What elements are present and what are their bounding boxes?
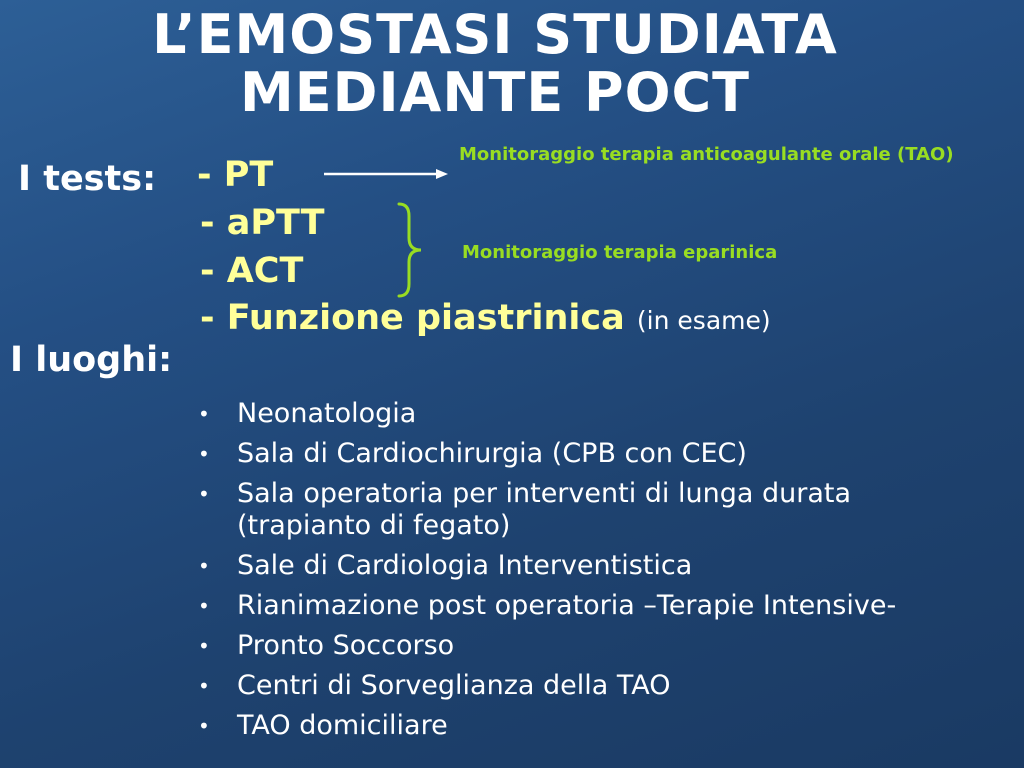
list-item	[196, 630, 1022, 662]
annotation-tao: Monitoraggio terapia anticoagulante orale (TAO)	[459, 144, 954, 165]
bullet-icon: •	[198, 634, 210, 658]
list-item-text: Sala di Cardiochirurgia (CPB con CEC)	[237, 438, 747, 469]
bullet-icon: •	[198, 482, 210, 506]
curly-brace-icon	[395, 200, 435, 300]
places-label: I luoghi:	[10, 340, 173, 380]
bullet-icon: •	[198, 674, 210, 698]
list-item-text: Sale di Cardiologia Interventistica	[237, 550, 693, 581]
list-item	[196, 478, 1022, 542]
bullet-icon: •	[198, 714, 210, 738]
list-item-text: Centri di Sorveglianza della TAO	[237, 670, 671, 701]
list-item-text: Neonatologia	[237, 398, 417, 429]
list-item-text: Sala operatoria per interventi di lunga durata	[237, 478, 852, 509]
test-item-act: - ACT	[200, 251, 304, 291]
list-item	[196, 670, 1022, 702]
tests-label: I tests:	[18, 159, 157, 199]
list-item-text: Rianimazione post operatoria –Terapie Intensive-	[237, 590, 897, 621]
test-item-platelet-function	[200, 298, 771, 338]
list-item	[196, 438, 1022, 470]
places-list	[196, 398, 1022, 750]
arrow-icon	[324, 164, 454, 184]
list-item	[196, 550, 1022, 582]
slide-title-line-2: MEDIANTE POCT	[240, 61, 750, 124]
list-item	[196, 590, 1022, 622]
bullet-icon: •	[198, 442, 210, 466]
list-item-text: Pronto Soccorso	[237, 630, 455, 661]
bullet-icon: •	[198, 554, 210, 578]
bullet-icon: •	[198, 594, 210, 618]
test-item-aptt: - aPTT	[200, 203, 325, 243]
list-item	[196, 398, 1022, 430]
list-item-text-continuation: (trapianto di fegato)	[237, 510, 511, 541]
test-item-platelet-function-note: (in esame)	[636, 306, 771, 335]
test-item-pt: - PT	[197, 155, 274, 195]
annotation-heparin: Monitoraggio terapia eparinica	[462, 242, 778, 263]
list-item-text: TAO domiciliare	[237, 710, 448, 741]
test-item-platelet-function-label: - Funzione piastrinica	[200, 298, 625, 338]
list-item	[196, 710, 1022, 742]
bullet-icon: •	[198, 402, 210, 426]
slide-title-line-1: L’EMOSTASI STUDIATA	[152, 3, 838, 66]
